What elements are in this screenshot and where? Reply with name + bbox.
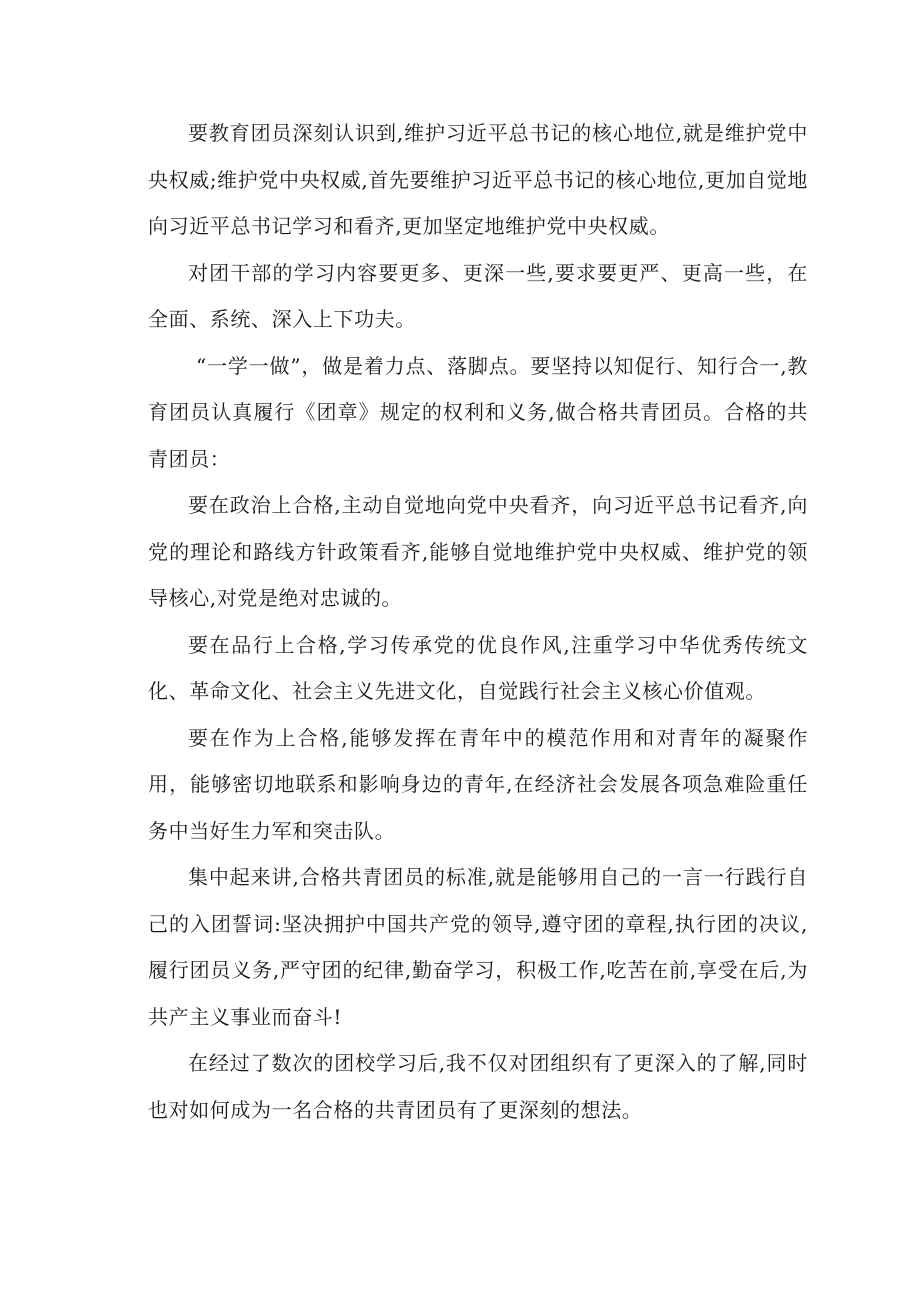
paragraph-7: 集中起来讲,合格共青团员的标准,就是能够用自己的一言一行践行自己的入团誓词:坚决拥护中国共产党的领导,遵守团的章程,执行团的决议,履行团员义务,严守团的纪律,勤奋学习，积极工作,吃苦在前,享受在后,为共产主义事业而奋斗! (148, 865, 808, 1029)
paragraph-1: 要教育团员深刻认识到,维护习近平总书记的核心地位,就是维护党中央权威;维护党中央权威,首先要维护习近平总书记的核心地位,更加自觉地向习近平总书记学习和看齐,更加坚定地维护党中央权威。 (148, 121, 808, 238)
paragraph-8: 在经过了数次的团校学习后,我不仅对团组织有了更深入的了解,同时也对如何成为一名合格的共青团员有了更深刻的想法。 (148, 1051, 808, 1122)
paragraph-5: 要在品行上合格,学习传承党的优良作风,注重学习中华优秀传统文化、革命文化、社会主义先进文化，自觉践行社会主义核心价值观。 (148, 632, 808, 703)
paragraph-6: 要在作为上合格,能够发挥在青年中的模范作用和对青年的凝聚作用，能够密切地联系和影响身边的青年,在经济社会发展各项急难险重任务中当好生力军和突击队。 (148, 725, 808, 843)
document-body (148, 110, 808, 1133)
paragraph-3: “一学一做”，做是着力点、落脚点。要坚持以知促行、知行合一,教育团员认真履行《团章》规定的权利和义务,做合格共青团员。合格的共青团员： (148, 353, 808, 471)
paragraph-2: 对团干部的学习内容要更多、更深一些,要求要更严、更高一些，在全面、系统、深入上下功夫。 (148, 260, 808, 331)
paragraph-4: 要在政治上合格,主动自觉地向党中央看齐，向习近平总书记看齐,向党的理论和路线方针政策看齐,能够自觉地维护党中央权威、维护党的领导核心,对党是绝对忠诚的。 (148, 493, 808, 610)
